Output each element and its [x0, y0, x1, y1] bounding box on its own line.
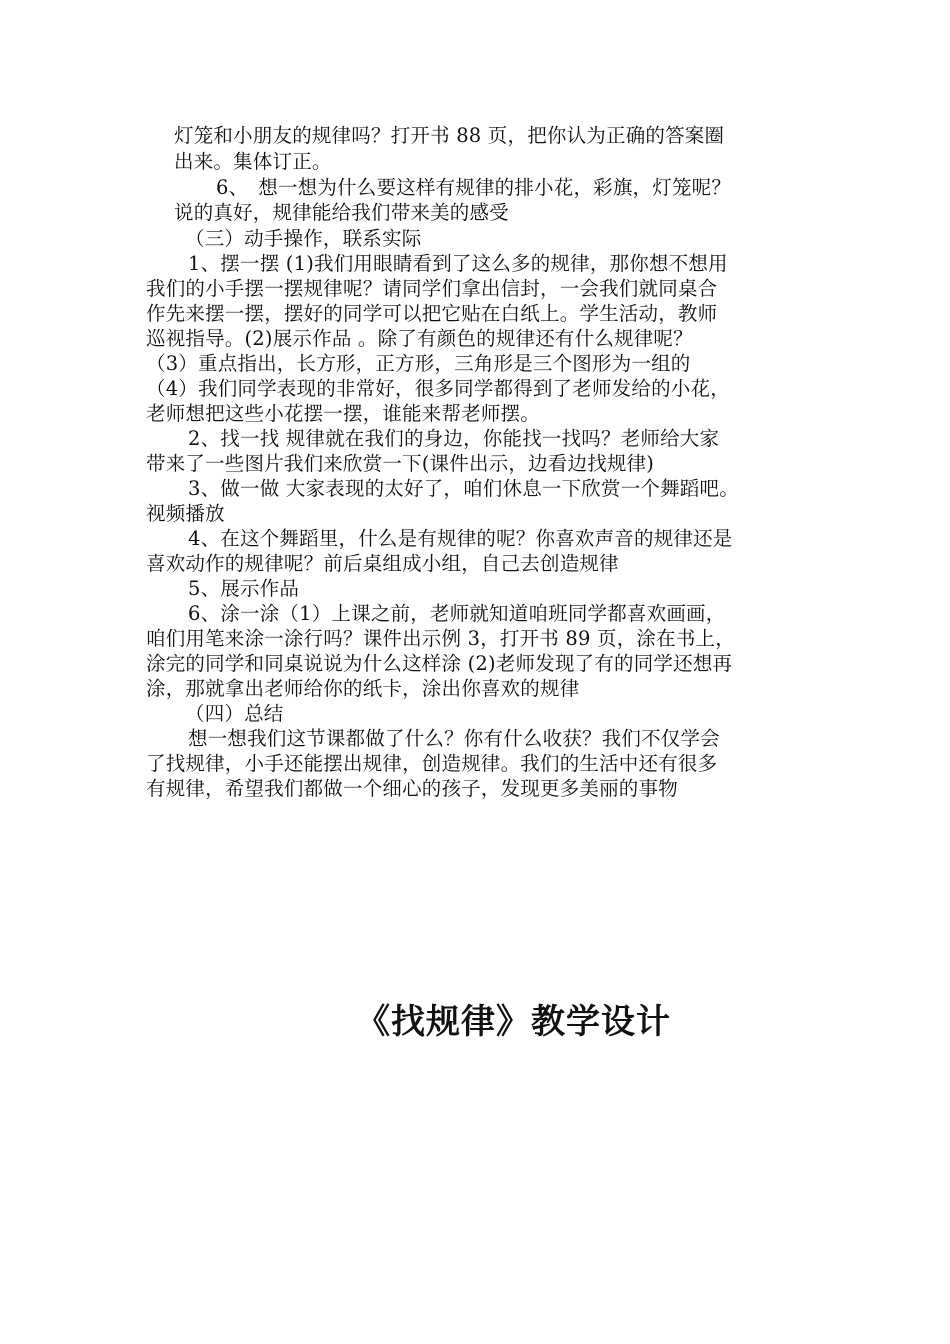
text-line: 想一想我们这节课都做了什么？你有什么收获？我们不仅学会: [188, 727, 720, 750]
text-line: 说的真好，规律能给我们带来美的感受: [174, 201, 509, 224]
text-line: 涂，那就拿出老师给你的纸卡，涂出你喜欢的规律: [146, 677, 580, 700]
text-line: 作先来摆一摆，摆好的同学可以把它贴在白纸上。学生活动，教师: [146, 302, 718, 325]
document-title: 《找规律》教学设计: [356, 1002, 671, 1042]
text-line: 6、 想一想为什么要这样有规律的排小花，彩旗，灯笼呢？: [216, 176, 732, 199]
text-line: 喜欢动作的规律呢？前后桌组成小组，自己去创造规律: [146, 552, 619, 575]
text-line: 咱们用笔来涂一涂行吗？课件出示例 3，打开书 89 页，涂在书上，: [146, 627, 735, 650]
text-line: 了找规律，小手还能摆出规律，创造规律。我们的生活中还有很多: [146, 752, 718, 775]
text-line: （4）我们同学表现的非常好，很多同学都得到了老师发给的小花，: [146, 377, 730, 400]
text-line: 6、涂一涂（1）上课之前，老师就知道咱班同学都喜欢画画，: [188, 602, 726, 625]
text-line: 3、做一做 大家表现的太好了，咱们休息一下欣赏一个舞蹈吧。: [188, 477, 739, 500]
text-line: 有规律，希望我们都做一个细心的孩子，发现更多美丽的事物: [146, 777, 678, 800]
text-line: 视频播放: [146, 502, 225, 525]
text-line: 带来了一些图片我们来欣赏一下(课件出示，边看边找规律): [146, 452, 655, 475]
text-line: 巡视指导。(2)展示作品 。除了有颜色的规律还有什么规律呢？: [146, 327, 693, 350]
section-heading: （三）动手操作，联系实际: [185, 227, 422, 250]
text-line: 我们的小手摆一摆规律呢？请同学们拿出信封，一会我们就同桌合: [146, 277, 718, 300]
text-line: 4、在这个舞蹈里，什么是有规律的呢？你喜欢声音的规律还是: [188, 527, 733, 550]
text-line: 5、展示作品: [188, 577, 300, 600]
text-line: 涂完的同学和同桌说说为什么这样涂 (2)老师发现了有的同学还想再: [146, 652, 733, 675]
text-line: 1、摆一摆 (1)我们用眼睛看到了这么多的规律，那你想不想用: [188, 252, 728, 275]
text-line: 老师想把这些小花摆一摆，谁能来帮老师摆。: [146, 402, 541, 425]
section-heading: （四）总结: [185, 702, 284, 725]
text-line: （3）重点指出，长方形，正方形，三角形是三个图形为一组的: [146, 352, 691, 375]
text-line: 2、找一找 规律就在我们的身边，你能找一找吗？老师给大家: [188, 427, 720, 450]
text-line: 灯笼和小朋友的规律吗？打开书 88 页，把你认为正确的答案圈: [174, 124, 725, 147]
text-line: 出来。集体订正。: [174, 150, 332, 173]
